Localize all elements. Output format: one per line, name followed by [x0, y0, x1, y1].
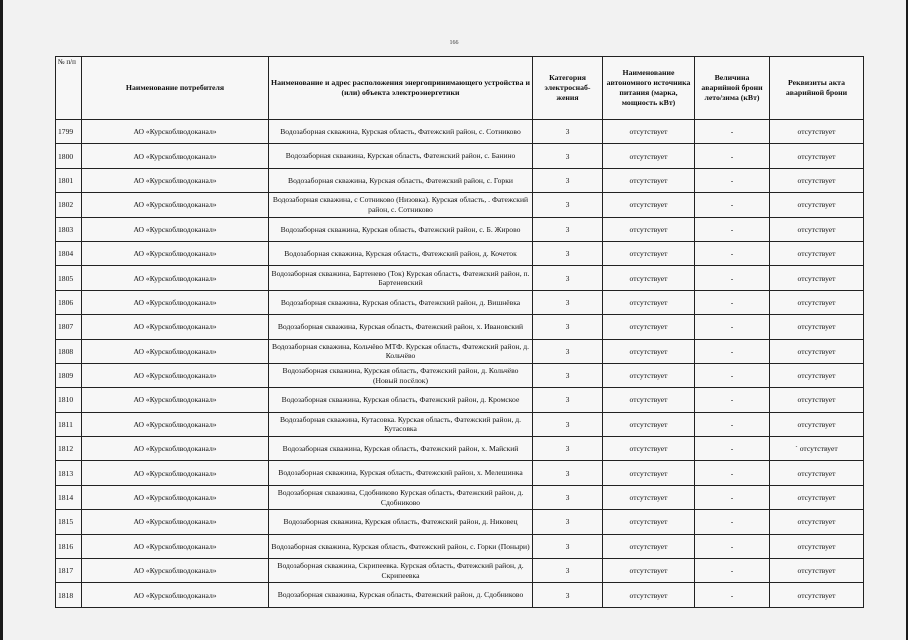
cell-act: отсутствует — [770, 315, 864, 339]
header-num: № п/п — [56, 57, 82, 120]
cell-act: отсутствует — [770, 363, 864, 387]
cell-num: 1801 — [56, 168, 82, 192]
cell-num: 1811 — [56, 412, 82, 436]
header-address: Наименование и адрес расположения энергопринимающего устройства и (или) объекта электроэнергетики — [269, 57, 533, 120]
cell-category: 3 — [533, 193, 603, 217]
cell-address: Водозаборная скважина, Курская область, Фатежский район, д. Вишнёвка — [269, 290, 533, 314]
cell-consumer: АО «Курскоблводоканал» — [82, 266, 269, 290]
cell-source: отсутствует — [603, 363, 695, 387]
cell-consumer: АО «Курскоблводоканал» — [82, 437, 269, 461]
cell-category: 3 — [533, 120, 603, 144]
cell-address: Водозаборная скважина, Скрипеевка. Курская область, Фатежский район, д. Скрипеевка — [269, 559, 533, 583]
cell-num: 1818 — [56, 583, 82, 607]
cell-address: Водозаборная скважина, Курская область, Фатежский район, х. Майский — [269, 437, 533, 461]
cell-category: 3 — [533, 534, 603, 558]
cell-address: Водозаборная скважина, Курская область, Фатежский район, с. Банино — [269, 144, 533, 168]
table-row — [56, 559, 864, 583]
cell-source: отсутствует — [603, 193, 695, 217]
cell-reserve: - — [695, 583, 770, 607]
cell-source: отсутствует — [603, 144, 695, 168]
cell-act: отсутствует — [770, 144, 864, 168]
cell-address: Водозаборная скважина, Кутасовка. Курская область, Фатежский район, д. Кутасовка — [269, 412, 533, 436]
cell-num: 1800 — [56, 144, 82, 168]
cell-num: 1808 — [56, 339, 82, 363]
table-row — [56, 388, 864, 412]
cell-address: Водозаборная скважина, Курская область, Фатежский район, с. Сотниково — [269, 120, 533, 144]
cell-consumer: АО «Курскоблводоканал» — [82, 290, 269, 314]
cell-reserve: - — [695, 437, 770, 461]
cell-reserve: - — [695, 559, 770, 583]
cell-category: 3 — [533, 559, 603, 583]
cell-act: отсутствует — [770, 241, 864, 265]
cell-act: отсутствует — [770, 485, 864, 509]
table-row — [56, 266, 864, 290]
cell-category: 3 — [533, 388, 603, 412]
cell-reserve: - — [695, 120, 770, 144]
cell-num: 1810 — [56, 388, 82, 412]
cell-consumer: АО «Курскоблводоканал» — [82, 388, 269, 412]
table-row — [56, 485, 864, 509]
cell-num: 1815 — [56, 510, 82, 534]
cell-reserve: - — [695, 461, 770, 485]
cell-address: Водозаборная скважина, Кольчёво МТФ. Курская область, Фатежский район, д. Кольчёво — [269, 339, 533, 363]
cell-num: 1806 — [56, 290, 82, 314]
cell-reserve: - — [695, 485, 770, 509]
cell-source: отсутствует — [603, 388, 695, 412]
scan-edge-left — [0, 0, 3, 640]
table-row — [56, 461, 864, 485]
cell-num: 1807 — [56, 315, 82, 339]
cell-category: 3 — [533, 144, 603, 168]
cell-source: отсутствует — [603, 510, 695, 534]
cell-consumer: АО «Курскоблводоканал» — [82, 144, 269, 168]
consumer-table — [55, 56, 864, 608]
cell-reserve: - — [695, 290, 770, 314]
cell-consumer: АО «Курскоблводоканал» — [82, 217, 269, 241]
cell-source: отсутствует — [603, 534, 695, 558]
table-row — [56, 120, 864, 144]
cell-consumer: АО «Курскоблводоканал» — [82, 534, 269, 558]
table-row — [56, 583, 864, 607]
cell-category: 3 — [533, 217, 603, 241]
cell-source: отсутствует — [603, 217, 695, 241]
cell-act: отсутствует — [770, 168, 864, 192]
cell-act: отсутствует — [770, 534, 864, 558]
table-row — [56, 437, 864, 461]
cell-act: отсутствует — [770, 290, 864, 314]
table-row — [56, 534, 864, 558]
cell-num: 1803 — [56, 217, 82, 241]
cell-source: отсутствует — [603, 437, 695, 461]
cell-category: 3 — [533, 241, 603, 265]
cell-category: 3 — [533, 461, 603, 485]
header-source: Наименование автономного источника питания (марка, мощность кВт) — [603, 57, 695, 120]
cell-category: 3 — [533, 485, 603, 509]
cell-num: 1816 — [56, 534, 82, 558]
table-row — [56, 339, 864, 363]
cell-category: 3 — [533, 583, 603, 607]
cell-address: Водозаборная скважина, Курская область, Фатежский район, х. Мелешинка — [269, 461, 533, 485]
cell-category: 3 — [533, 510, 603, 534]
cell-num: 1805 — [56, 266, 82, 290]
cell-reserve: - — [695, 412, 770, 436]
cell-num: 1809 — [56, 363, 82, 387]
table-row — [56, 193, 864, 217]
cell-consumer: АО «Курскоблводоканал» — [82, 559, 269, 583]
cell-act: отсутствует — [770, 388, 864, 412]
cell-num: 1802 — [56, 193, 82, 217]
cell-reserve: - — [695, 315, 770, 339]
cell-address: Водозаборная скважина, Курская область, Фатежский район, д. Никовец — [269, 510, 533, 534]
cell-address: Водозаборная скважина, Курская область, Фатежский район, с. Б. Жирово — [269, 217, 533, 241]
cell-source: отсутствует — [603, 315, 695, 339]
cell-category: 3 — [533, 266, 603, 290]
cell-act: отсутствует — [770, 193, 864, 217]
cell-category: 3 — [533, 412, 603, 436]
table-row — [56, 144, 864, 168]
cell-consumer: АО «Курскоблводоканал» — [82, 510, 269, 534]
cell-act: ` отсутствует — [770, 437, 864, 461]
cell-consumer: АО «Курскоблводоканал» — [82, 583, 269, 607]
cell-source: отсутствует — [603, 485, 695, 509]
cell-num: 1804 — [56, 241, 82, 265]
cell-act: отсутствует — [770, 339, 864, 363]
document-sheet — [55, 56, 863, 608]
cell-source: отсутствует — [603, 168, 695, 192]
cell-act: отсутствует — [770, 461, 864, 485]
cell-category: 3 — [533, 363, 603, 387]
cell-address: Водозаборная скважина, Курская область, Фатежский район, с. Горки (Поныри) — [269, 534, 533, 558]
cell-consumer: АО «Курскоблводоканал» — [82, 461, 269, 485]
cell-num: 1814 — [56, 485, 82, 509]
header-consumer: Наименование потребителя — [82, 57, 269, 120]
cell-reserve: - — [695, 339, 770, 363]
table-body — [56, 120, 864, 608]
page-number: 166 — [449, 40, 459, 46]
cell-source: отсутствует — [603, 241, 695, 265]
table-row — [56, 363, 864, 387]
table-row — [56, 315, 864, 339]
table-row — [56, 412, 864, 436]
table-row — [56, 241, 864, 265]
cell-address: Водозаборная скважина, Сдобниково Курская область, Фатежский район, д. Сдобниково — [269, 485, 533, 509]
cell-consumer: АО «Курскоблводоканал» — [82, 485, 269, 509]
cell-reserve: - — [695, 388, 770, 412]
cell-act: отсутствует — [770, 583, 864, 607]
cell-consumer: АО «Курскоблводоканал» — [82, 315, 269, 339]
cell-source: отсутствует — [603, 559, 695, 583]
cell-act: отсутствует — [770, 559, 864, 583]
cell-act: отсутствует — [770, 217, 864, 241]
cell-reserve: - — [695, 144, 770, 168]
cell-address: Водозаборная скважина, Курская область, Фатежский район, д. Кочеток — [269, 241, 533, 265]
cell-address: Водозаборная скважина, Курская область, Фатежский район, д. Кольчёво (Новый посёлок) — [269, 363, 533, 387]
table-header-row — [56, 57, 864, 120]
header-act: Реквизиты акта аварийной брони — [770, 57, 864, 120]
cell-reserve: - — [695, 241, 770, 265]
header-category: Категория электроснаб-жения — [533, 57, 603, 120]
cell-source: отсутствует — [603, 120, 695, 144]
cell-consumer: АО «Курскоблводоканал» — [82, 412, 269, 436]
table-row — [56, 290, 864, 314]
cell-source: отсутствует — [603, 412, 695, 436]
cell-source: отсутствует — [603, 290, 695, 314]
cell-consumer: АО «Курскоблводоканал» — [82, 339, 269, 363]
cell-act: отсутствует — [770, 510, 864, 534]
cell-address: Водозаборная скважина, Бартенево (Ток) Курская область, Фатежский район, п. Бартеневский — [269, 266, 533, 290]
cell-num: 1799 — [56, 120, 82, 144]
cell-category: 3 — [533, 168, 603, 192]
cell-act: отсутствует — [770, 120, 864, 144]
cell-source: отсутствует — [603, 339, 695, 363]
cell-reserve: - — [695, 217, 770, 241]
cell-address: Водозаборная скважина, Курская область, Фатежский район, д. Кромское — [269, 388, 533, 412]
cell-address: Водозаборная скважина, с Сотниково (Низовка). Курская область, . Фатежский район, с. Сотниково — [269, 193, 533, 217]
cell-address: Водозаборная скважина, Курская область, Фатежский район, д. Сдобниково — [269, 583, 533, 607]
cell-address: Водозаборная скважина, Курская область, Фатежский район, с. Горки — [269, 168, 533, 192]
cell-consumer: АО «Курскоблводоканал» — [82, 120, 269, 144]
cell-category: 3 — [533, 339, 603, 363]
cell-consumer: АО «Курскоблводоканал» — [82, 168, 269, 192]
cell-address: Водозаборная скважина, Курская область, Фатежский район, х. Ивановский — [269, 315, 533, 339]
cell-reserve: - — [695, 534, 770, 558]
cell-num: 1812 — [56, 437, 82, 461]
cell-reserve: - — [695, 266, 770, 290]
table-row — [56, 510, 864, 534]
table-row — [56, 168, 864, 192]
header-reserve: Величина аварийной брони лето/зима (кВт) — [695, 57, 770, 120]
cell-reserve: - — [695, 193, 770, 217]
cell-source: отсутствует — [603, 266, 695, 290]
cell-consumer: АО «Курскоблводоканал» — [82, 193, 269, 217]
cell-act: отсутствует — [770, 266, 864, 290]
cell-num: 1813 — [56, 461, 82, 485]
cell-category: 3 — [533, 437, 603, 461]
cell-consumer: АО «Курскоблводоканал» — [82, 363, 269, 387]
cell-reserve: - — [695, 168, 770, 192]
table-row — [56, 217, 864, 241]
cell-num: 1817 — [56, 559, 82, 583]
cell-source: отсутствует — [603, 461, 695, 485]
cell-category: 3 — [533, 315, 603, 339]
cell-category: 3 — [533, 290, 603, 314]
cell-reserve: - — [695, 510, 770, 534]
cell-act: отсутствует — [770, 412, 864, 436]
cell-consumer: АО «Курскоблводоканал» — [82, 241, 269, 265]
cell-reserve: - — [695, 363, 770, 387]
cell-source: отсутствует — [603, 583, 695, 607]
